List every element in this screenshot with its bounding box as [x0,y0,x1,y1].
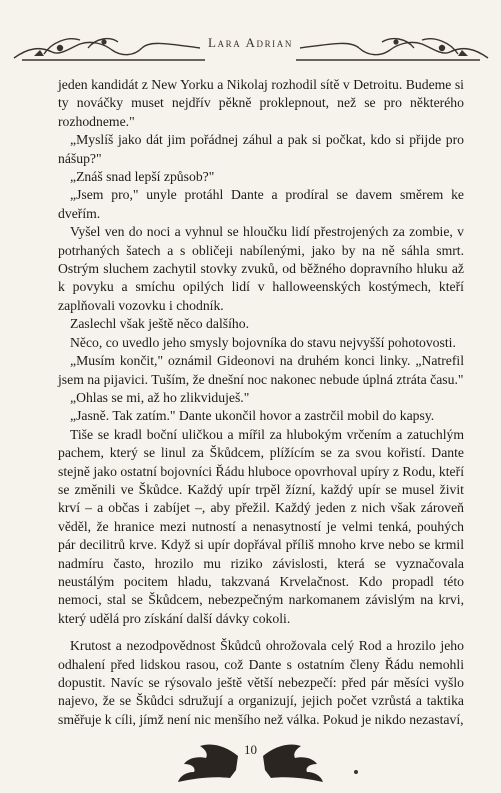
paragraph: Zaslechl však ještě něco dalšího. [70,316,250,332]
page-footer [0,734,501,793]
page-number: 10 [244,742,257,757]
paragraph: „Jasně. Tak zatím." Dante ukončil hovor a zastrčil mobil do kapsy. [70,408,435,424]
paragraph: „Jsem pro," unyle protáhl Dante a prodíral se davem směrem ke dveřím. [58,187,464,221]
paragraph: Tiše se kradl boční uličkou a mířil za hlubokým vrčením a zatuchlým pachem, který se linul za Škůdcem, plížícím se za svou kořistí. Dante stejně jako ostatní bojovníci Řádu hluboce opovrhoval upíry z Rodu, kteří se změnili ve Škůdce. Každý upír trpěl žízní, každý upír se musel živit krví – a občas i zabíjet –, aby přežil. Každý jeden z nich však zároveň věděl, že hranice mezi nutností a nenasytností je velmi tenká, pouhých pár decilitrů krve. Když si upír dopřával příliš mnoho krve nebo se krmil nadmíru často, hrozilo mu riziko závislosti, která se vyznačovala neustálým pocitem hladu, takzvaná Krvelačnost. Kdo propadl této nemoci, stal se Škůdcem, nebezpečným narkomanem závislým na krvi, který udělá pro získání další dávky cokoli. [58,426,464,626]
paragraph: „Znáš snad lepší způsob?" [70,169,215,185]
paragraph: jeden kandidát z New Yorku a Nikolaj rozhodil sítě v Detroitu. Budeme si ty nováčky muset nejdřív pěkně proklepnout, než se pro některého rozhodneme." [58,77,464,129]
paragraph: „Ohlas se mi, až ho zlikviduješ." [70,389,250,405]
paragraph: Vyšel ven do noci a vyhnul se hloučku lidí přestrojených za zombie, v potrhaných šatech a s obličeji nabílenými, jako by na ně sáhla smrt. Ostrým sluchem zachytil stovky zvuků, od běžného dopravního hluku až k povyku a smíchu opilých lidí v halloweenských kostýmech, kteří zaplňovali vozovku i chodník. [58,224,464,313]
paragraph: „Myslíš jako dát jim pořádnej záhul a pak si počkat, kdo si přijde pro nášup?" [58,132,464,166]
running-head: Lara Adrian [208,35,293,50]
paragraph: Krutost a nezodpovědnost Škůdců ohrožovala celý Rod a hrozilo jeho odhalení před lidskou rasou, což Dante s ostatním členy Řádu nemohli dopustit. Navíc se rýsovalo ještě větší nebezpečí: před pár měsíci vyšlo najevo, že se Škůdci sdružují a organizují, jejich počet vzrůstá a taktika směřuje k cíli, jímž není nic menšího než válka. Pokud je nikdo nezastaví, [58,638,464,727]
body-text [58,76,464,729]
page-header [0,18,501,70]
paragraph: Něco, co uvedlo jeho smysly bojovníka do stavu nejvyšší pohotovosti. [70,334,456,350]
paragraph: „Musím končit," oznámil Gideonovi na druhém konci linky. „Natrefil jsem na pijavici. Tuším, že dnešní noc nakonec nebude úplná ztráta času." [58,353,464,387]
